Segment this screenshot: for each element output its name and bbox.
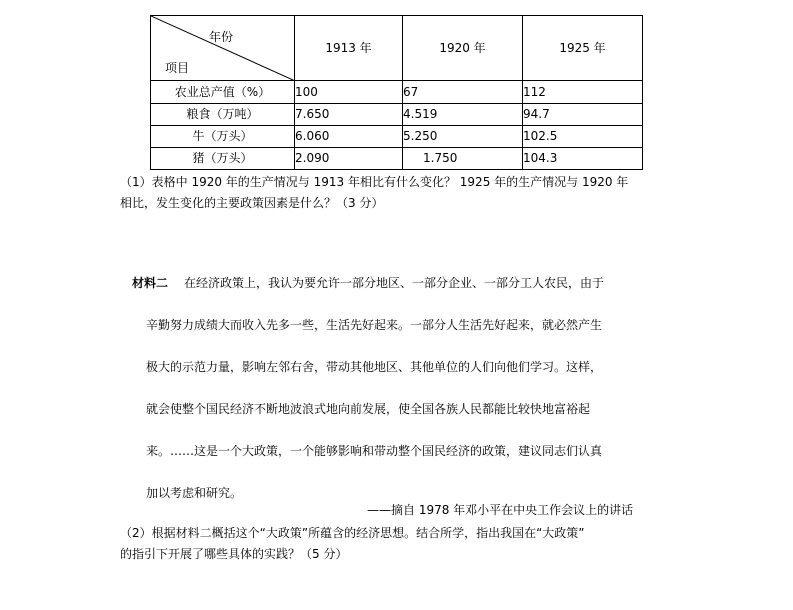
material-source: ——摘自 1978 年邓小平在中央工作会议上的讲话 <box>367 503 634 517</box>
material-line-1: 材料二 在经济政策上，我认为要允许一部分地区、一部分企业、一部分工人农民，由于 <box>132 276 605 290</box>
question-1 <box>120 172 680 214</box>
table-cell: 94.7 <box>523 103 643 125</box>
table-cell: 2.090 <box>295 147 403 169</box>
question-2-line-1: （2）根据材料二概括这个“大政策”所蕴含的经济思想。结合所学，指出我国在“大政策” <box>120 526 585 540</box>
material-2 <box>132 262 677 514</box>
table-row <box>151 147 643 169</box>
material-heading: 材料二 <box>132 276 169 290</box>
row-label: 猪（万头） <box>151 147 295 169</box>
row-label: 牛（万头） <box>151 125 295 147</box>
table-cell: 1.750 <box>403 147 523 169</box>
table-cell: 5.250 <box>403 125 523 147</box>
material-line-5: 来。……这是一个大政策，一个能够影响和带动整个国民经济的政策，建议同志们认真 <box>146 444 603 458</box>
header-item-label: 项目 <box>165 61 190 75</box>
table-row <box>151 81 643 103</box>
table-row <box>151 125 643 147</box>
question-2-line-2: 的指引下开展了哪些具体的实践？（5 分） <box>120 547 348 561</box>
year-header-1913: 1913 年 <box>295 16 403 81</box>
question-2 <box>120 523 680 565</box>
table-row <box>151 103 643 125</box>
row-label: 粮食（万吨） <box>151 103 295 125</box>
header-year-label: 年份 <box>209 30 234 44</box>
table-cell: 104.3 <box>523 147 643 169</box>
table-cell: 112 <box>523 81 643 103</box>
table-cell: 102.5 <box>523 125 643 147</box>
table-cell: 4.519 <box>403 103 523 125</box>
table-cell: 7.650 <box>295 103 403 125</box>
material-line-2: 辛勤努力成绩大而收入先多一些，生活先好起来。一部分人生活先好起来，就必然产生 <box>146 318 603 332</box>
material-line-6: 加以考虑和研究。 <box>146 486 243 500</box>
material-line-3: 极大的示范力量，影响左邻右舍，带动其他地区、其他单位的人们向他们学习。这样， <box>146 360 603 374</box>
data-table <box>150 15 643 170</box>
diagonal-header-cell <box>151 16 295 81</box>
table-cell: 67 <box>403 81 523 103</box>
table-header-row <box>151 16 643 81</box>
question-1-line-1: （1）表格中 1920 年的生产情况与 1913 年相比有什么变化？ 1925 年的生产情况与 1920 年 <box>120 175 629 189</box>
year-header-1920: 1920 年 <box>403 16 523 81</box>
row-label: 农业总产值（%） <box>151 81 295 103</box>
material-line-4: 就会使整个国民经济不断地波浪式地向前发展，使全国各族人民都能比较快地富裕起 <box>146 402 591 416</box>
table-cell: 100 <box>295 81 403 103</box>
question-1-line-2: 相比，发生变化的主要政策因素是什么？（3 分） <box>120 196 384 210</box>
table-cell: 6.060 <box>295 125 403 147</box>
year-header-1925: 1925 年 <box>523 16 643 81</box>
